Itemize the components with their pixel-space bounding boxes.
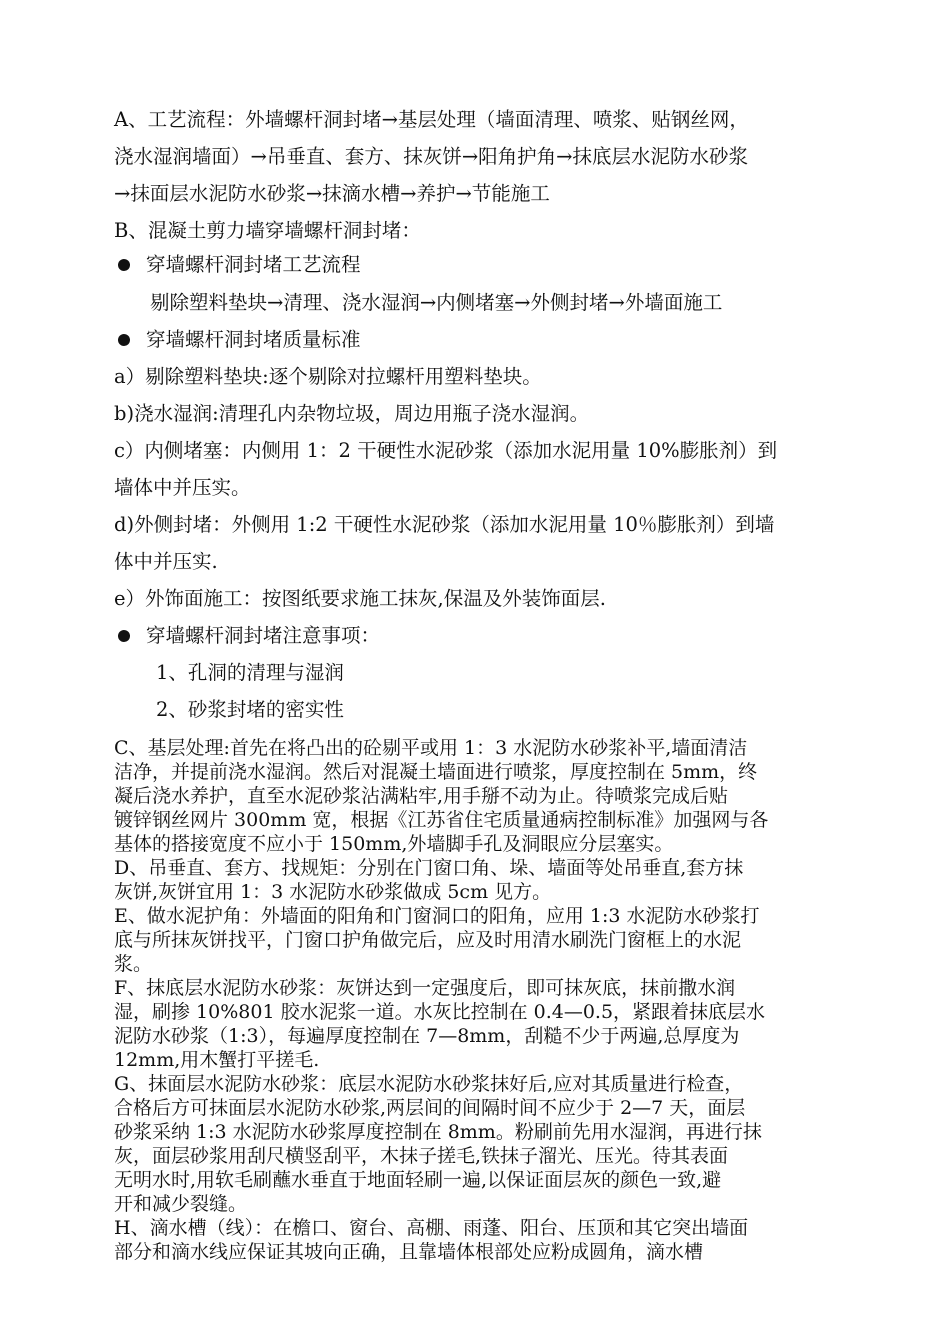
bullet-dot-icon (118, 334, 130, 346)
item-e: e）外饰面施工：按图纸要求施工抹灰,保温及外装饰面层. (114, 587, 606, 610)
section-e-line-1: E、做水泥护角：外墙面的阳角和门窗洞口的阳角，应用 1:3 水泥防水砂浆打 (114, 905, 760, 927)
section-f-line-3: 泥防水砂浆（1:3），每遍厚度控制在 7—8mm，刮糙不少于两遍,总厚度为 (114, 1025, 740, 1047)
bullet-2-title: 穿墙螺杆洞封堵质量标准 (146, 328, 361, 351)
section-d-line-2: 灰饼,灰饼宜用 1：3 水泥防水砂浆做成 5cm 见方。 (114, 881, 552, 903)
section-f-line-1: F、抹底层水泥防水砂浆：灰饼达到一定强度后，即可抹灰底，抹前撒水润 (114, 977, 736, 999)
section-h-line-2: 部分和滴水线应保证其坡向正确，且靠墙体根部处应粉成圆角，滴水槽 (114, 1241, 704, 1263)
bullet-1-text: 剔除塑料垫块→清理、浇水湿润→内侧堵塞→外侧封堵→外墙面施工 (150, 291, 723, 314)
section-e-line-3: 浆。 (114, 953, 153, 975)
item-c-line-2: 墙体中并压实。 (114, 476, 251, 499)
bullet-3-title: 穿墙螺杆洞封堵注意事项： (146, 624, 381, 647)
section-f-line-4: 12mm,用木蟹打平搓毛. (114, 1049, 320, 1071)
item-c-line-1: c）内侧堵塞：内侧用 1：2 干硬性水泥砂浆（添加水泥用量 10%膨胀剂）到 (114, 439, 778, 462)
bullet-1-title: 穿墙螺杆洞封堵工艺流程 (146, 253, 361, 276)
section-g-line-4: 灰，面层砂浆用刮尺横竖刮平，木抹子搓毛,铁抹子溜光、压光。待其表面 (114, 1145, 729, 1167)
section-g-line-5: 无明水时,用软毛刷蘸水垂直于地面轻刷一遍,以保证面层灰的颜色一致,避 (114, 1169, 722, 1191)
section-c-line-2: 洁净，并提前浇水湿润。然后对混凝土墙面进行喷浆，厚度控制在 5mm，终 (114, 761, 758, 783)
section-h-line-1: H、滴水槽（线）：在檐口、窗台、高棚、雨蓬、阳台、压顶和其它突出墙面 (114, 1217, 749, 1239)
section-e-line-2: 底与所抹灰饼找平，门窗口护角做完后，应及时用清水刷洗门窗框上的水泥 (114, 929, 742, 951)
note-1: 1、孔洞的清理与湿润 (156, 661, 344, 684)
bullet-dot-icon (118, 259, 130, 271)
section-c-line-4: 镀锌钢丝网片 300mm 宽，根据《江苏省住宅质量通病控制标准》加强网与各 (114, 809, 769, 831)
section-c-line-3: 凝后浇水养护，直至水泥砂浆沾满粘牢,用手掰不动为止。待喷浆完成后贴 (114, 785, 729, 807)
note-2: 2、砂浆封堵的密实性 (156, 698, 344, 721)
section-g-line-2: 合格后方可抹面层水泥防水砂浆,两层间的间隔时间不应少于 2—7 天，面层 (114, 1097, 746, 1119)
section-c-line-5: 基体的搭接宽度不应小于 150mm,外墙脚手孔及洞眼应分层塞实。 (114, 833, 674, 855)
section-g-line-3: 砂浆采纳 1:3 水泥防水砂浆厚度控制在 8mm。粉刷前先用水湿润，再进行抹 (114, 1121, 762, 1143)
section-g-line-6: 开和减少裂缝。 (114, 1193, 248, 1215)
item-a: a）剔除塑料垫块:逐个剔除对拉螺杆用塑料垫块。 (114, 365, 542, 388)
section-f-line-2: 湿，刷掺 10%801 胶水泥浆一道。水灰比控制在 0.4—0.5，紧跟着抹底层水 (114, 1001, 766, 1023)
section-c-line-1: C、基层处理:首先在将凸出的砼剔平或用 1：3 水泥防水砂浆补平,墙面清洁 (114, 737, 748, 759)
section-g-line-1: G、抹面层水泥防水砂浆：底层水泥防水砂浆抹好后,应对其质量进行检查， (114, 1073, 744, 1095)
section-a-line-3: →抹面层水泥防水砂浆→抹滴水槽→养护→节能施工 (114, 182, 550, 205)
section-b-title: B、混凝土剪力墙穿墙螺杆洞封堵： (114, 219, 421, 242)
item-d-line-1: d)外侧封堵：外侧用 1:2 干硬性水泥砂浆（添加水泥用量 10％膨胀剂）到墙 (114, 513, 775, 536)
section-a-line-1: A、工艺流程：外墙螺杆洞封堵→基层处理（墙面清理、喷浆、贴钢丝网， (114, 108, 749, 131)
bullet-dot-icon (118, 630, 130, 642)
section-d-line-1: D、吊垂直、套方、找规矩：分别在门窗口角、垛、墙面等处吊垂直,套方抹 (114, 857, 744, 879)
item-d-line-2: 体中并压实. (114, 550, 218, 573)
item-b: b)浇水湿润:清理孔内杂物垃圾，周边用瓶子浇水湿润。 (114, 402, 590, 425)
section-a-line-2: 浇水湿润墙面）→吊垂直、套方、抹灰饼→阳角护角→抹底层水泥防水砂浆 (114, 145, 749, 168)
